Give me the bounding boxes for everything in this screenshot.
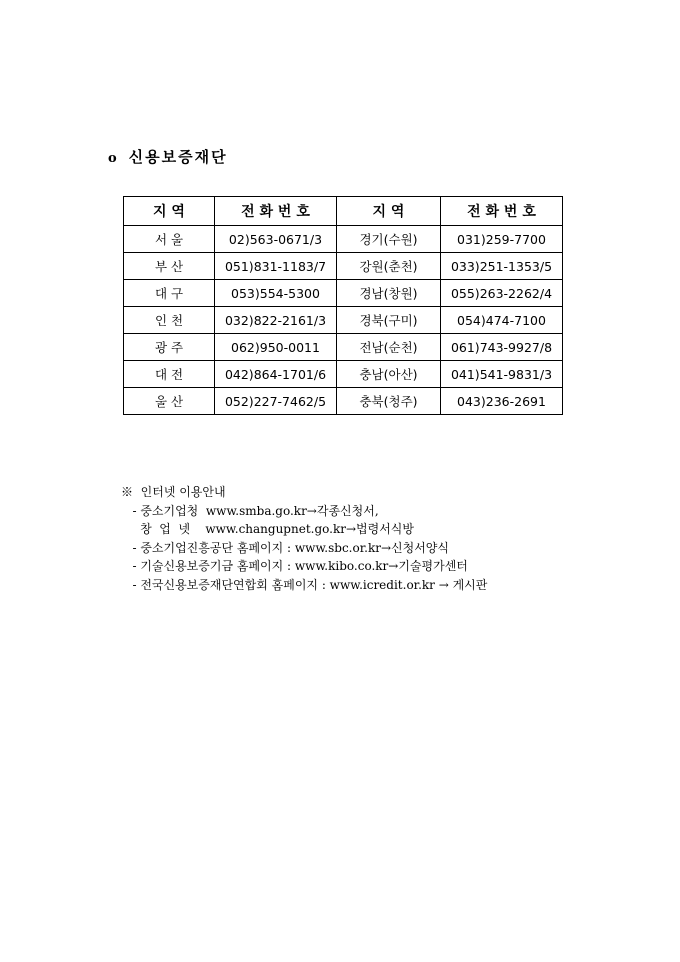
table-row <box>124 253 563 280</box>
regional-contacts-table <box>123 196 563 415</box>
region-cell: 광 주 <box>124 334 215 361</box>
phone-cell: 061)743-9927/8 <box>441 334 563 361</box>
table-row <box>124 226 563 253</box>
table-row <box>124 361 563 388</box>
header-phone: 전 화 번 호 <box>215 197 337 226</box>
phone-cell: 031)259-7700 <box>441 226 563 253</box>
note-line-sbc: - 중소기업진흥공단 홈페이지 : www.sbc.or.kr→신청서양식 <box>121 540 449 555</box>
region-cell: 충북(청주) <box>337 388 441 415</box>
phone-cell: 055)263-2262/4 <box>441 280 563 307</box>
table-row <box>124 280 563 307</box>
phone-cell: 052)227-7462/5 <box>215 388 337 415</box>
table-header-row <box>124 197 563 226</box>
phone-cell: 041)541-9831/3 <box>441 361 563 388</box>
phone-cell: 051)831-1183/7 <box>215 253 337 280</box>
region-cell: 부 산 <box>124 253 215 280</box>
table-row <box>124 388 563 415</box>
bullet-marker: o <box>108 151 119 166</box>
region-cell: 경북(구미) <box>337 307 441 334</box>
header-phone: 전 화 번 호 <box>441 197 563 226</box>
region-cell: 서 울 <box>124 226 215 253</box>
header-region: 지 역 <box>124 197 215 226</box>
region-cell: 전남(순천) <box>337 334 441 361</box>
internet-guide-notes <box>121 483 487 594</box>
note-line-changupnet: 창 업 넷 www.changupnet.go.kr→법령서식방 <box>121 522 414 536</box>
phone-cell: 032)822-2161/3 <box>215 307 337 334</box>
region-cell: 대 전 <box>124 361 215 388</box>
header-region: 지 역 <box>337 197 441 226</box>
region-cell: 울 산 <box>124 388 215 415</box>
region-cell: 대 구 <box>124 280 215 307</box>
note-line-smba: - 중소기업청 www.smba.go.kr→각종신청서, <box>121 503 379 518</box>
region-cell: 인 천 <box>124 307 215 334</box>
region-cell: 강원(춘천) <box>337 253 441 280</box>
phone-cell: 043)236-2691 <box>441 388 563 415</box>
phone-cell: 053)554-5300 <box>215 280 337 307</box>
table-row <box>124 334 563 361</box>
table-row <box>124 307 563 334</box>
phone-cell: 033)251-1353/5 <box>441 253 563 280</box>
phone-cell: 042)864-1701/6 <box>215 361 337 388</box>
section-title: 신용보증재단 <box>128 148 228 166</box>
note-line-kibo: - 기술신용보증기금 홈페이지 : www.kibo.co.kr→기술평가센터 <box>121 559 468 573</box>
region-cell: 경남(창원) <box>337 280 441 307</box>
phone-cell: 054)474-7100 <box>441 307 563 334</box>
region-cell: 충남(아산) <box>337 361 441 388</box>
notes-title: ※ 인터넷 이용안내 <box>121 485 226 499</box>
region-cell: 경기(수원) <box>337 226 441 253</box>
section-heading <box>108 146 228 167</box>
note-line-icredit: - 전국신용보증재단연합회 홈페이지 : www.icredit.or.kr → 게시판 <box>121 577 488 592</box>
phone-cell: 02)563-0671/3 <box>215 226 337 253</box>
phone-cell: 062)950-0011 <box>215 334 337 361</box>
